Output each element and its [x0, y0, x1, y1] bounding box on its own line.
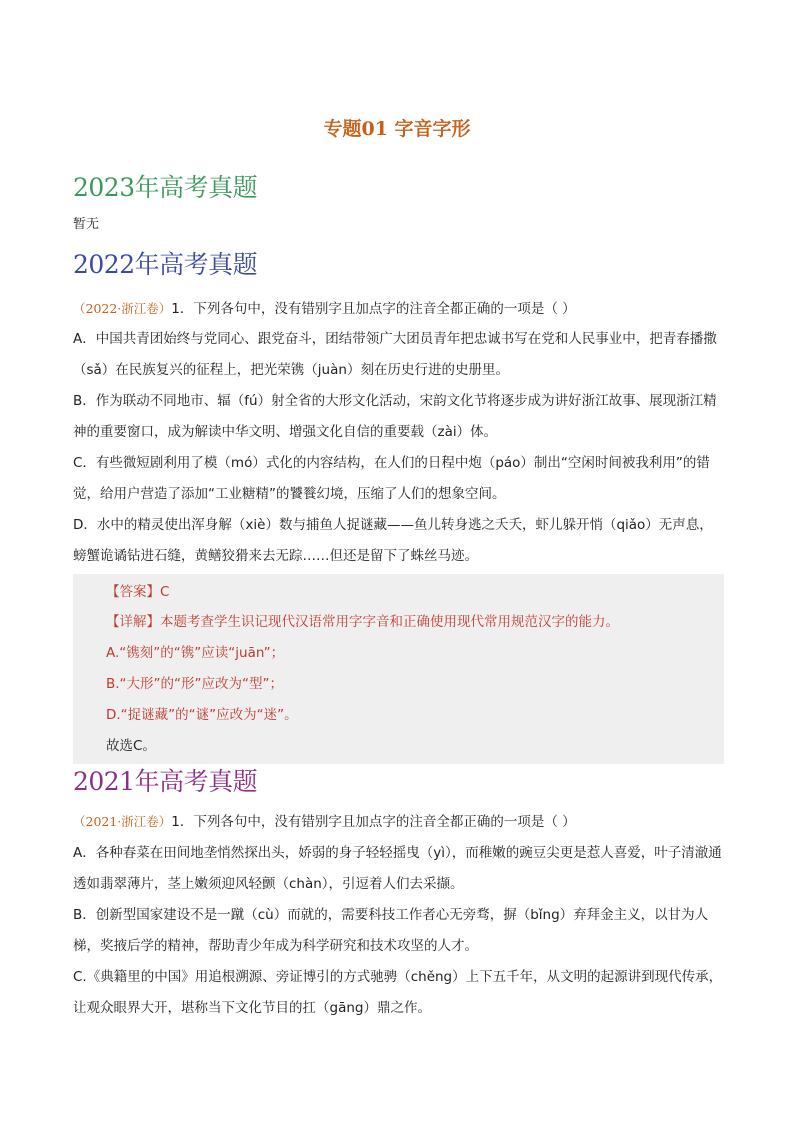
option-b: B．作为联动不同地市、辐（fú）射全省的大形文化活动，宋韵文化节将逐步成为讲好浙江故事、展现浙江精神的重要窗口，成为解读中华文明、增强文化自信的重要载（zài）体。 [73, 393, 717, 440]
answer-value: C [160, 584, 170, 600]
question-source: （2022·浙江卷） [73, 301, 172, 316]
option-c: C.《典籍里的中国》用追根溯源、旁证博引的方式驰骋（chěng）上下五千年，从文明的起源讲到现代传承，让观众眼界大开，堪称当下文化节目的扛（gāng）鼎之作。 [73, 969, 723, 1016]
explain-b: B.“大形”的“形”应改为“型”； [106, 676, 284, 692]
explain-d: D.“捉谜藏”的“谜”应改为“迷”。 [106, 707, 298, 723]
no-questions-note: 暂无 [73, 217, 100, 232]
option-d: D．水中的精灵使出浑身解（xiè）数与捕鱼人捉谜藏——鱼儿转身逃之夭夭，虾儿躲开悄（qiǎo）无声息，螃蟹诡谲钻进石缝，黄鳝狡猾来去无踪……但还是留下了蛛丝马迹。 [73, 517, 713, 564]
question-header-2022 [73, 297, 576, 317]
question-source: （2021·浙江卷） [73, 814, 172, 829]
option-c: C．有些微短剧利用了模（mó）式化的内容结构，在人们的日程中炮（páo）制出“空闲时间被我利用”的错觉，给用户营造了添加“工业糖精”的饕餮幻境，压缩了人们的想象空间。 [73, 455, 710, 502]
section-heading-2021: 2021年高考真题 [73, 767, 258, 796]
answer-panel [73, 574, 724, 764]
explain-tag: 【详解】 [106, 614, 160, 630]
option-a: A．各种春菜在田间地垄悄然探出头，娇弱的身子轻轻摇曳（yì），而稚嫩的豌豆尖更是惹人喜爱，叶子清澈通透如翡翠薄片，茎上嫩须迎风轻颤（chàn），引逗着人们去采撷。 [73, 845, 722, 892]
explain-a: A.“镌刻”的“镌”应读“juān”； [106, 645, 285, 661]
answer-tag: 【答案】 [106, 584, 160, 600]
section-heading-2022: 2022年高考真题 [73, 250, 258, 279]
question-header-2021 [73, 810, 576, 830]
question-stem: 1．下列各句中，没有错别字且加点字的注音全都正确的一项是（ ） [171, 301, 576, 317]
answer-line [106, 580, 169, 600]
document-title: 专题01 字音字形 [323, 118, 471, 140]
question-stem: 1．下列各句中，没有错别字且加点字的注音全都正确的一项是（ ） [171, 814, 576, 830]
explanation-line [106, 610, 619, 630]
option-b: B．创新型国家建设不是一蹴（cù）而就的，需要科技工作者心无旁骛，摒（bǐng）弃拜金主义，以甘为人梯，奖掖后学的精神，帮助青少年成为科学研究和技术攻坚的人才。 [73, 907, 709, 954]
conclusion: 故选C。 [106, 738, 156, 754]
explain-text: 本题考查学生识记现代汉语常用字字音和正确使用现代常用规范汉字的能力。 [160, 614, 619, 630]
option-a: A．中国共青团始终与党同心、跟党奋斗，团结带领广大团员青年把忠诚书写在党和人民事业中，把青春播撒（sǎ）在民族复兴的征程上，把光荣镌（juàn）刻在历史行进的史册里。 [73, 331, 717, 378]
section-heading-2023: 2023年高考真题 [73, 173, 258, 202]
